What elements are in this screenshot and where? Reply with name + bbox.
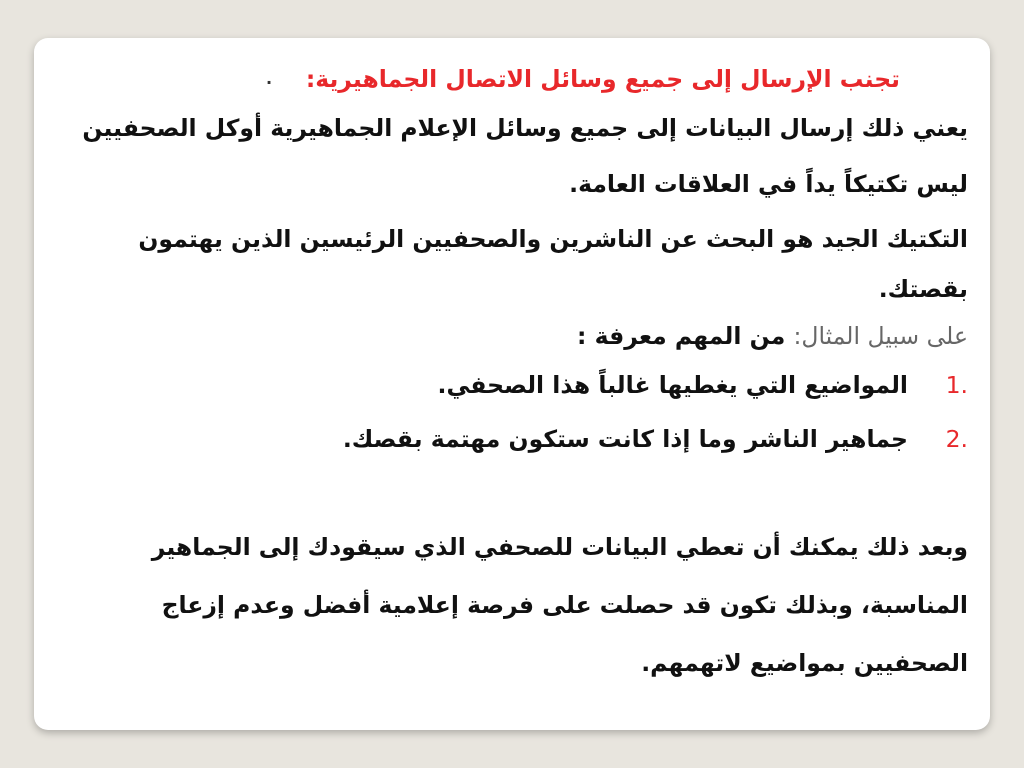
- paragraph-3: وبعد ذلك يمكنك أن تعطي البيانات للصحفي الذي سيقودك إلى الجماهير المناسبة، وبذلك تكون قد حصلت على فرصة إعلامية أفضل وعدم إزعاج الصحفيين بمواضيع لاتهمهم.: [151, 533, 968, 677]
- list-item: [70, 358, 968, 412]
- example-line: [70, 314, 968, 358]
- list-item: [70, 412, 968, 466]
- heading-text: تجنب الإرسال إلى جميع وسائل الاتصال الجماهيرية:: [305, 65, 900, 93]
- list-number: 2.: [945, 425, 968, 453]
- paragraph-1: يعني ذلك إرسال البيانات إلى جميع وسائل الإعلام الجماهيرية أوكل الصحفيين ليس تكتيكاً يداً في العلاقات العامة.: [82, 114, 968, 198]
- heading-bullet: .: [266, 69, 273, 88]
- slide-heading: [70, 60, 968, 98]
- example-text: من المهم معرفة :: [577, 322, 794, 350]
- list-item-text: جماهير الناشر وما إذا كانت ستكون مهتمة بقصك.: [342, 425, 908, 453]
- slide-content: [70, 60, 968, 692]
- list-item-text: المواضيع التي يغطيها غالباً هذا الصحفي.: [437, 371, 908, 399]
- paragraph-2: التكتيك الجيد هو البحث عن الناشرين والصحفيين الرئيسين الذين يهتمون بقصتك.: [138, 225, 968, 303]
- slide: [34, 38, 990, 730]
- example-label: على سبيل المثال:: [793, 322, 968, 350]
- list-number: 1.: [945, 371, 968, 399]
